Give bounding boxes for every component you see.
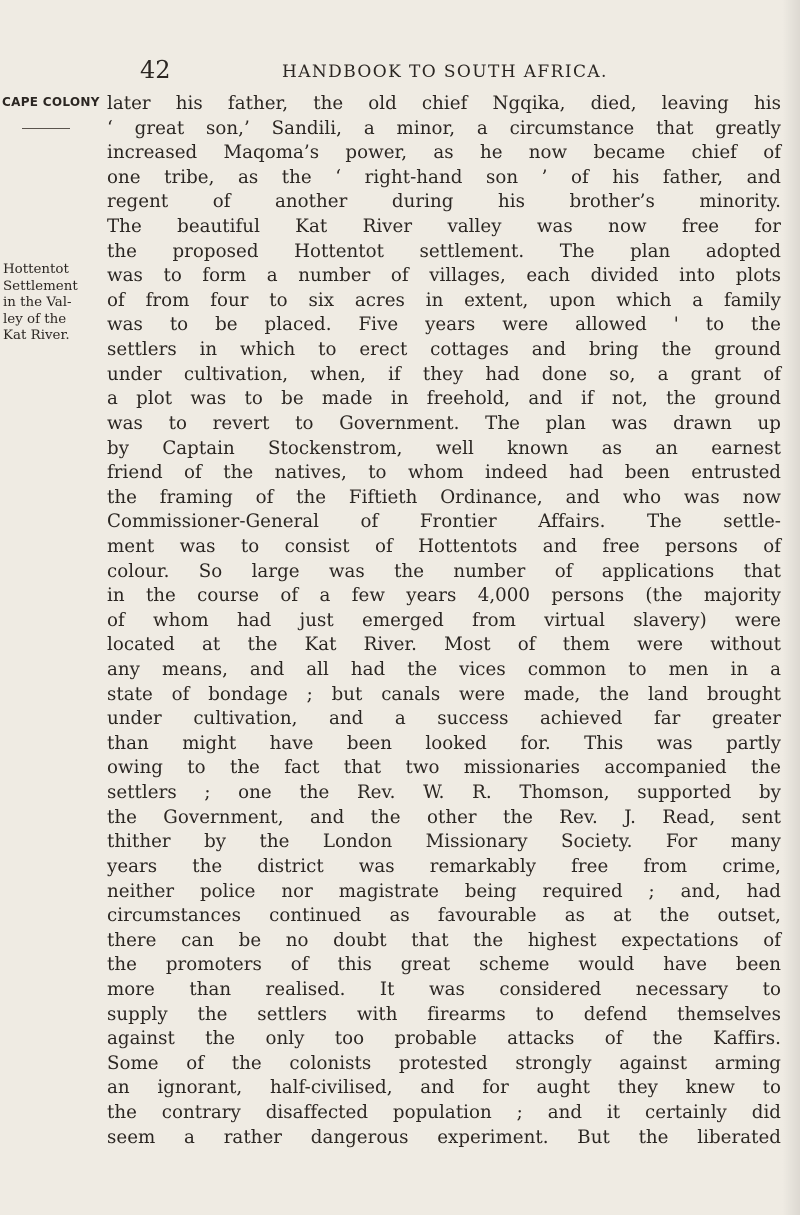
margin-sidenote — [3, 262, 93, 345]
text-line: was to revert to Government. The plan was drawn up — [107, 412, 781, 434]
text-line: there can be no doubt that the highest expectations of — [107, 929, 781, 951]
text-line: located at the Kat River. Most of them were without — [107, 634, 781, 656]
text-line: against the only too probable attacks of the Kaffirs. — [107, 1028, 781, 1050]
running-head: HANDBOOK TO SOUTH AFRICA. — [282, 62, 608, 82]
text-line: Some of the colonists protested strongly against arming — [107, 1052, 781, 1074]
text-line: years the district was remarkably free from crime, — [107, 855, 781, 877]
section-label: CAPE COLONY — [2, 95, 100, 109]
text-line: any means, and all had the vices common to men in a — [107, 659, 781, 681]
text-line: than might have been looked for. This was partly — [107, 732, 781, 754]
body-text — [107, 92, 781, 1150]
page-header — [0, 56, 800, 86]
text-line: supply the settlers with firearms to defend themselves — [107, 1003, 781, 1025]
page-edge-shadow — [782, 0, 800, 1215]
text-line: the framing of the Fiftieth Ordinance, and who was now — [107, 486, 781, 508]
text-line: under cultivation, and a success achieved far greater — [107, 708, 781, 730]
text-line: thither by the London Missionary Society. For many — [107, 831, 781, 853]
page-number: 42 — [140, 56, 171, 84]
text-line: more than realised. It was considered necessary to — [107, 978, 781, 1000]
text-line: ment was to consist of Hottentots and free persons of — [107, 535, 781, 557]
text-line: the contrary disaffected population ; and it certainly did — [107, 1101, 781, 1123]
margin-column — [2, 94, 98, 129]
sidenote-line: Settlement — [3, 278, 78, 294]
text-line: neither police nor magistrate being required ; and, had — [107, 880, 781, 902]
text-line: the promoters of this great scheme would have been — [107, 954, 781, 976]
text-line: settlers ; one the Rev. W. R. Thomson, supported by — [107, 782, 781, 804]
sidenote-line: Kat River. — [3, 328, 70, 343]
text-line: was to form a number of villages, each divided into plots — [107, 265, 781, 287]
text-line: under cultivation, when, if they had done so, a grant of — [107, 363, 781, 385]
text-line: by Captain Stockenstrom, well known as an earnest — [107, 437, 781, 459]
text-line: owing to the fact that two missionaries accompanied the — [107, 757, 781, 779]
text-line: The beautiful Kat River valley was now free for — [107, 216, 781, 238]
text-line: seem a rather dangerous experiment. But the liberated — [107, 1126, 781, 1148]
section-rule — [22, 128, 70, 129]
text-line: the Government, and the other the Rev. J. Read, sent — [107, 806, 781, 828]
text-line: later his father, the old chief Ngqika, died, leaving his — [107, 93, 781, 114]
text-line: circumstances continued as favourable as at the outset, — [107, 905, 781, 927]
sidenote-line: Hottentot — [3, 262, 69, 277]
text-line: state of bondage ; but canals were made, the land brought — [107, 683, 781, 705]
sidenote-line: in the Val- — [3, 295, 72, 310]
text-line: an ignorant, half-civilised, and for aught they knew to — [107, 1077, 781, 1099]
text-line: a plot was to be made in freehold, and if not, the ground — [107, 388, 781, 410]
text-line: of whom had just emerged from virtual slavery) were — [107, 609, 781, 631]
text-line: was to be placed. Five years were allowed ' to the — [107, 314, 781, 336]
text-line: the proposed Hottentot settlement. The plan adopted — [107, 240, 781, 262]
text-line: increased Maqoma’s power, as he now became chief of — [107, 142, 781, 164]
text-line: Commissioner-General of Frontier Affairs. The settle- — [107, 511, 781, 533]
text-line: in the course of a few years 4,000 persons (the majority — [107, 585, 781, 607]
text-line: one tribe, as the ‘ right-hand son ’ of his father, and — [107, 166, 781, 188]
text-line: regent of another during his brother’s minority. — [107, 191, 781, 213]
text-line: ‘ great son,’ Sandili, a minor, a circumstance that greatly — [107, 117, 781, 139]
text-line: of from four to six acres in extent, upon which a family — [107, 289, 781, 311]
text-line: settlers in which to erect cottages and bring the ground — [107, 339, 781, 361]
text-line: colour. So large was the number of applications that — [107, 560, 781, 582]
text-line: friend of the natives, to whom indeed had been entrusted — [107, 462, 781, 484]
sidenote-line: ley of the — [3, 311, 67, 327]
